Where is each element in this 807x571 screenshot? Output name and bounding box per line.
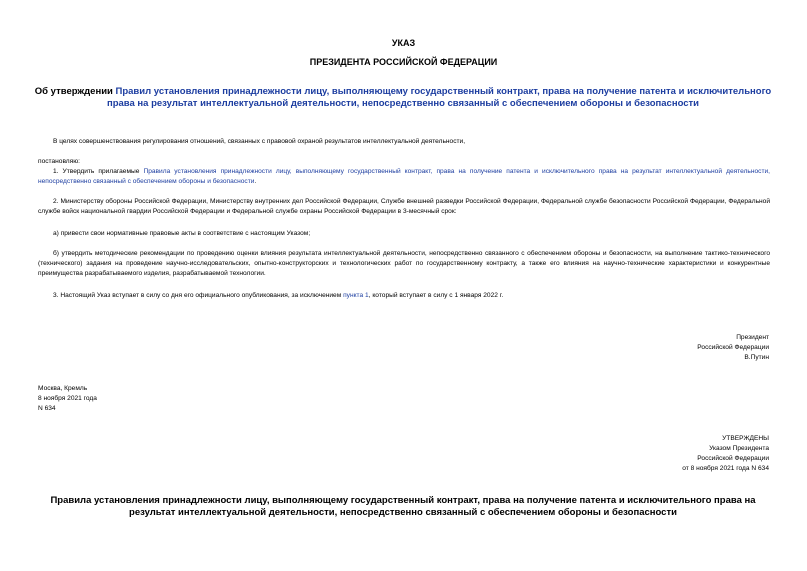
item-3-paragraph	[38, 291, 770, 301]
date-text: 8 ноября 2021 года	[38, 395, 97, 402]
item-1-paragraph	[38, 167, 770, 187]
item-1-prefix: 1. Утвердить прилагаемые	[53, 168, 144, 175]
decree-heading: УКАЗ	[391, 38, 416, 48]
item-1-suffix: .	[254, 178, 257, 185]
decree-title-prefix: Об утверждении	[34, 86, 116, 97]
approval-decree: Указом Президента	[709, 445, 769, 452]
item-2a-paragraph: а) привести свои нормативные правовые акты в соответствие с настоящим Указом;	[53, 230, 311, 237]
approval-date: от 8 ноября 2021 года N 634	[682, 465, 769, 472]
preamble-paragraph: В целях совершенствования регулирования отношений, связанных с правовой охраной результатов интеллектуальной деятельности,	[53, 138, 466, 145]
approval-heading: УТВЕРЖДЕНЫ	[722, 435, 769, 442]
president-heading: ПРЕЗИДЕНТА РОССИЙСКОЙ ФЕДЕРАЦИИ	[309, 57, 498, 67]
place-date-block	[38, 384, 97, 414]
item-3-prefix: 3. Настоящий Указ вступает в силу со дня его официального опубликования, за исключением	[53, 292, 344, 299]
item-3-point-link[interactable]: пункта 1	[343, 292, 369, 299]
approval-block	[682, 434, 769, 474]
place-text: Москва, Кремль	[38, 385, 88, 392]
item-3-suffix: , который вступает в силу с 1 января 2022 г.	[368, 292, 504, 299]
signature-name: В.Путин	[744, 354, 769, 361]
signature-block	[697, 333, 769, 363]
signature-title: Президент	[736, 334, 769, 341]
signature-country: Российской Федерации	[697, 344, 769, 351]
decree-title-link[interactable]: Правил установления принадлежности лицу, выполняющему государственный контракт, права на получение патента и исключительного права на результат интеллектуальной деятельности, непосредственно связанный с обеспечением обороны и безопасности	[106, 86, 772, 109]
decree-title	[34, 86, 772, 110]
number-text: N 634	[38, 405, 56, 412]
item-2b-paragraph: б) утвердить методические рекомендации по проведению оценки влияния результата интеллектуальной деятельности, непосредственно связанного с обеспечением обороны и безопасности, на выполнение тактико-технического (технического) задания на проведение научно-исследовательских, опытно-конструкторских и технологических работ по государственному контракту, а также его влияния на научно-технические характеристики и конкурентные преимущества разрабатываемого изделия, разрабатываемой технологии.	[38, 250, 770, 277]
item-1-rules-link[interactable]: Правила установления принадлежности лицу, выполняющему государственный контракт, права на получение патента и исключительного права на результат интеллектуальной деятельности, непосредственно связанный с обеспечением обороны и безопасности	[38, 168, 770, 185]
rules-title: Правила установления принадлежности лицу, выполняющему государственный контракт, права на получение патента и исключительного права на результат интеллектуальной деятельности, непосредственно связанный с обеспечением обороны и безопасности	[50, 495, 756, 518]
approval-country: Российской Федерации	[697, 455, 769, 462]
item-2-paragraph: 2. Министерству обороны Российской Федерации, Министерству внутренних дел Российской Федерации, Службе внешней разведки Российской Федерации, Федеральной службе безопасности Российской Федерации, Федеральной службе войск национальной гвардии Российской Федерации и Федеральной службе охраны Российской Федерации в 3-месячный срок:	[38, 198, 770, 215]
decree-word: постановляю:	[38, 158, 81, 165]
